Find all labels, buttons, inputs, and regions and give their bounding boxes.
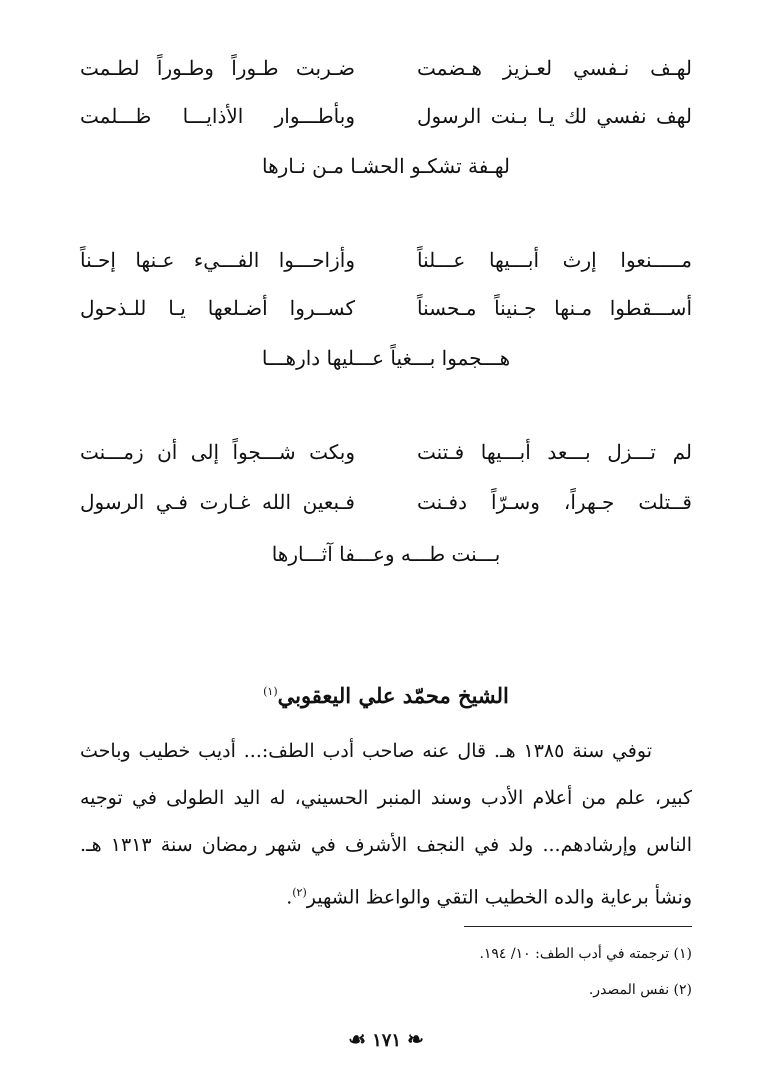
verse-second-hemistich: وبأطـــوار الأذايـــا ظـــلمت <box>80 104 355 128</box>
verse-refrain: لهـفة تشكـو الحشـا مـن نـارها <box>261 154 511 178</box>
ornament-right-icon: ❧ <box>407 1027 424 1051</box>
verse-line <box>80 432 692 472</box>
verse-second-hemistich: ضـربت طـوراً وطـوراً لطـمت <box>80 56 355 80</box>
verse-first-hemistich: مـــــنعوا إرث أبـــيها عـــلناً <box>417 248 692 272</box>
biography-end: . <box>286 886 293 909</box>
section-title <box>80 672 692 716</box>
verse-first-hemistich: قــتلت جـهراً، وسـرّاً دفـنت <box>417 490 692 514</box>
verse-line <box>80 96 692 136</box>
verse-second-hemistich: وبكت شـــجواً إلى أن زمـــنت <box>80 440 355 464</box>
page-number <box>0 1022 772 1058</box>
ornament-left-icon: ☙ <box>348 1027 367 1051</box>
footnote-divider <box>464 926 692 927</box>
footnote-marker: (٢) <box>292 886 307 899</box>
verse-second-hemistich: وأزاحـــوا الفـــيء عـنها إحـناً <box>80 248 355 272</box>
biography-text: توفي سنة ١٣٨٥ هـ. قال عنه صاحب أدب الطف:... أديب خطيب وباحث كبير، علم من أعلام الأدب وسند المنبر الحسيني، له اليد الطولى في توجيه الناس وإرشادهم... ولد في النجف الأشرف في شهر رمضان سنة ١٣١٣ هـ. ونشأ برعاية والده الخطيب التقي والواعظ الشهير <box>80 740 692 909</box>
verse-first-hemistich: لم تـــزل بـــعد أبـــيها فـتنت <box>417 440 692 464</box>
page-number-text: ١٧١ <box>372 1030 402 1051</box>
biography-paragraph <box>80 728 692 921</box>
verse-line <box>80 48 692 88</box>
verse-first-hemistich: لهف نفسي لك يـا بـنت الرسول <box>417 104 692 128</box>
verse-first-hemistich: أســـقطوا مـنها جـنيناً مـحسناً <box>417 296 692 320</box>
verse-first-hemistich: لهـف نـفسي لعـزيز هـضمت <box>417 56 692 80</box>
verse-second-hemistich: كســروا أضـلعها يـا للـذحول <box>80 296 355 320</box>
verse-line <box>80 288 692 328</box>
verse-refrain: هـــجموا بـــغياً عـــليها دارهـــا <box>261 346 511 370</box>
footnote-2: (٢) نفس المصدر. <box>588 982 692 998</box>
verse-line <box>80 482 692 522</box>
verse-line <box>80 240 692 280</box>
footnote-marker: (١) <box>263 685 278 698</box>
verse-refrain: بـــنت طـــه وعـــفا آثـــارها <box>271 542 501 566</box>
verse-second-hemistich: فـبعين الله غـارت فـي الرسول <box>80 490 355 514</box>
footnote-1: (١) ترجمته في أدب الطف: ١٠/ ١٩٤. <box>479 946 692 962</box>
section-title-text: الشيخ محمّد علي اليعقوبي <box>277 683 509 708</box>
